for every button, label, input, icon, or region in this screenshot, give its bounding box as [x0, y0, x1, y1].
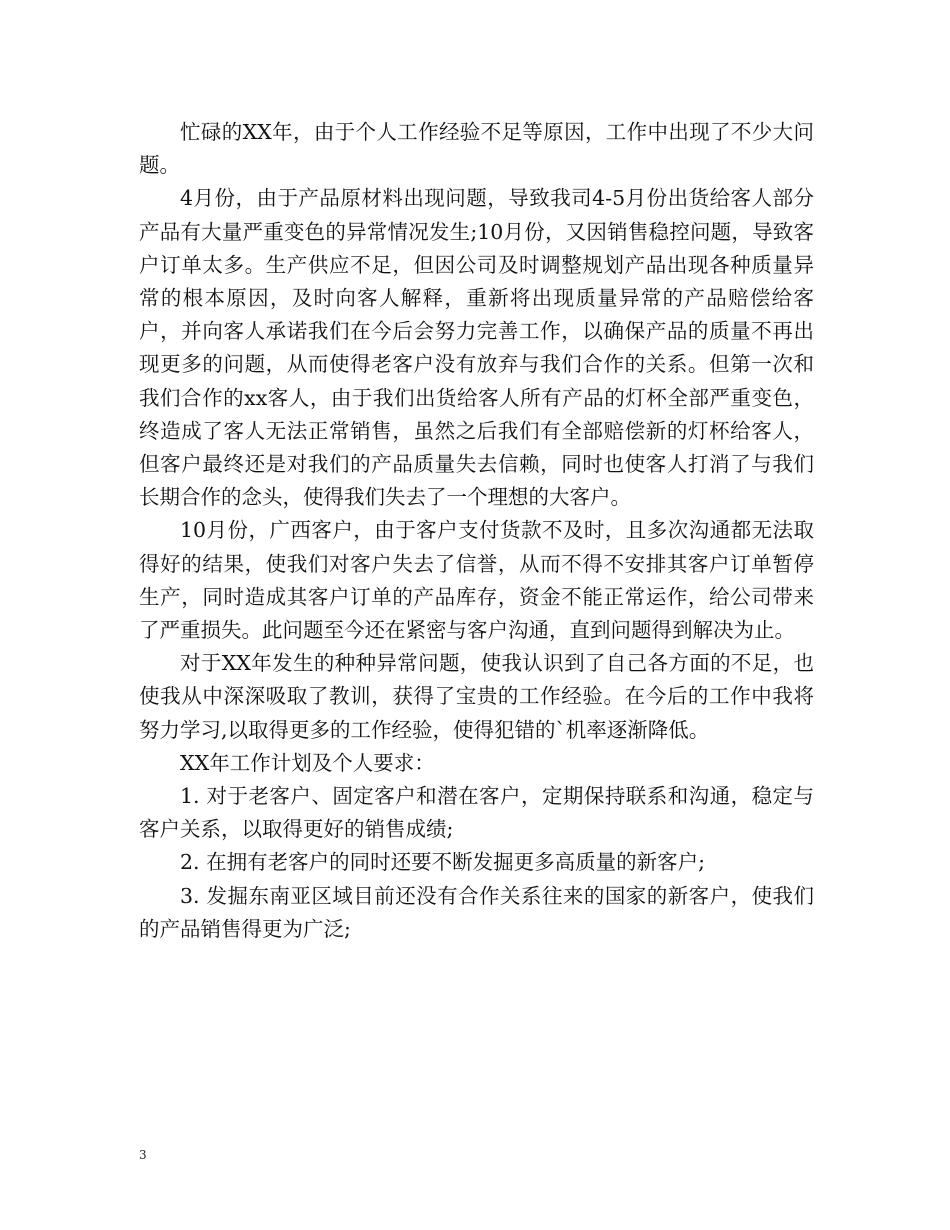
plan-item-1: 1. 对于老客户、固定客户和潜在客户，定期保持联系和沟通，稳定与客户关系，以取得更好的销售成绩; [139, 784, 814, 842]
page-number: 3 [139, 1148, 147, 1162]
plan-item-3: 3. 发掘东南亚区域目前还没有合作关系往来的国家的新客户，使我们的产品销售得更为广泛; [139, 883, 814, 941]
document-body [139, 116, 814, 946]
paragraph-reflection: 对于XX年发生的种种异常问题，使我认识到了自己各方面的不足，也使我从中深深吸取了教训，获得了宝贵的工作经验。在今后的工作中我将努力学习,以取得更多的工作经验，使得犯错的`机率逐渐降低。 [139, 651, 814, 742]
paragraph-april-issue: 4月份，由于产品原材料出现问题，导致我司4-5月份出货给客人部分产品有大量严重变色的异常情况发生;10月份，又因销售稳控问题，导致客户订单太多。生产供应不足，但因公司及时调整规划产品出现各种质量异常的根本原因，及时向客人解释，重新将出现质量异常的产品赔偿给客户，并向客人承诺我们在今后会努力完善工作，以确保产品的质量不再出现更多的问题，从而使得老客户没有放弃与我们合作的关系。但第一次和我们合作的xx客人，由于我们出货给客人所有产品的灯杯全部严重变色，终造成了客人无法正常销售，虽然之后我们有全部赔偿新的灯杯给客人，但客户最终还是对我们的产品质量失去信赖，同时也使客人打消了与我们长期合作的念头，使得我们失去了一个理想的大客户。 [139, 186, 814, 510]
paragraph-intro: 忙碌的XX年，由于个人工作经验不足等原因，工作中出现了不少大问题。 [139, 120, 814, 178]
paragraph-plan-heading: XX年工作计划及个人要求： [180, 750, 435, 775]
plan-item-2: 2. 在拥有老客户的同时还要不断发掘更多高质量的新客户; [180, 850, 705, 875]
paragraph-october-issue: 10月份，广西客户，由于客户支付货款不及时，且多次沟通都无法取得好的结果，使我们对客户失去了信誉，从而不得不安排其客户订单暂停生产，同时造成其客户订单的产品库存，资金不能正常运作，给公司带来了严重损失。此问题至今还在紧密与客户沟通，直到问题得到解决为止。 [139, 518, 814, 643]
